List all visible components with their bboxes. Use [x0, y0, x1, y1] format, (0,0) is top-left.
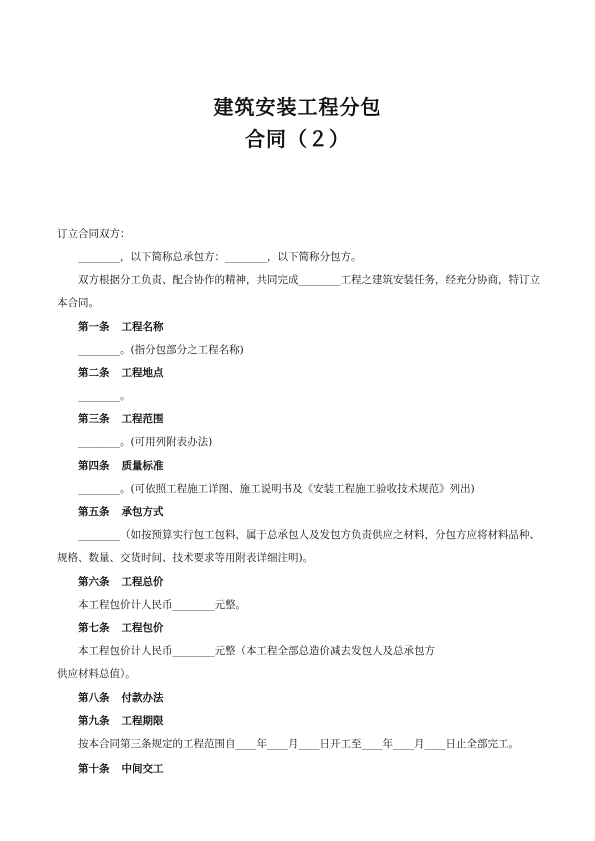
article-2-number: 第二条 — [78, 367, 110, 379]
article-2-text: ________。 — [78, 390, 131, 402]
article-1-title: 工程名称 — [121, 321, 164, 333]
article-2-title: 工程地点 — [121, 367, 164, 379]
article-4-text: ________。(可依照工程施工详图、施工说明书及《安装工程施工验收技术规范》列出) — [78, 483, 475, 495]
article-6-number: 第六条 — [78, 576, 110, 588]
document-title-line-1: 建筑安装工程分包 — [213, 95, 382, 119]
article-5-title: 承包方式 — [121, 506, 164, 518]
article-10-heading — [78, 762, 164, 776]
purpose-text-line-1: 双方根据分工负责、配合协作的精神，共同完成________工程之建筑安装任务，经充分协商，特订立 — [78, 274, 540, 286]
article-3-heading — [78, 412, 164, 426]
article-3-number: 第三条 — [78, 413, 110, 425]
article-8-number: 第八条 — [78, 692, 110, 704]
article-5-text-line-2: 规格、数量、交货时间、技术要求等用附表详细注明)。 — [57, 552, 314, 564]
article-3-title: 工程范围 — [121, 413, 164, 425]
article-8-title: 付款办法 — [121, 692, 164, 704]
article-7-heading — [78, 621, 164, 635]
article-7-number: 第七条 — [78, 622, 110, 634]
article-2-heading — [78, 366, 164, 380]
article-1-text: ________。(指分包部分之工程名称) — [78, 344, 244, 356]
document-title-line-2: 合同（２） — [245, 127, 350, 151]
intro-text: 订立合同双方： — [57, 228, 131, 240]
article-7-text-line-2: 供应材料总值）。 — [57, 668, 136, 680]
article-5-number: 第五条 — [78, 506, 110, 518]
article-9-text: 按本合同第三条规定的工程范围自____年____月____日开工至____年____月____日止全部完工。 — [78, 738, 519, 750]
article-9-heading — [78, 714, 164, 728]
article-1-heading — [78, 320, 164, 334]
article-8-heading — [78, 691, 164, 705]
article-4-number: 第四条 — [78, 460, 110, 472]
article-3-text: ________。(可用列附表办法) — [78, 436, 213, 448]
article-7-title: 工程包价 — [121, 622, 164, 634]
article-4-title: 质量标准 — [121, 460, 164, 472]
article-6-heading — [78, 575, 164, 589]
article-9-title: 工程期限 — [121, 715, 164, 727]
parties-text: ________，以下简称总承包方：________，以下简称分包方。 — [78, 251, 362, 263]
article-5-heading — [78, 505, 164, 519]
article-4-heading — [78, 459, 164, 473]
purpose-text-line-2: 本合同。 — [57, 297, 99, 309]
article-6-title: 工程总价 — [121, 576, 164, 588]
article-6-text: 本工程包价计人民币________元整。 — [78, 599, 246, 611]
article-7-text-line-1: 本工程包价计人民币________元整（本工程全部总造价减去发包人及总承包方 — [78, 645, 435, 657]
article-5-text-line-1: ________（如按预算实行包工包料，属于总承包人及发包方负责供应之材料，分包方应将材料品种、 — [78, 529, 540, 541]
article-10-number: 第十条 — [78, 763, 110, 775]
article-10-title: 中间交工 — [121, 763, 164, 775]
article-9-number: 第九条 — [78, 715, 110, 727]
article-1-number: 第一条 — [78, 321, 110, 333]
